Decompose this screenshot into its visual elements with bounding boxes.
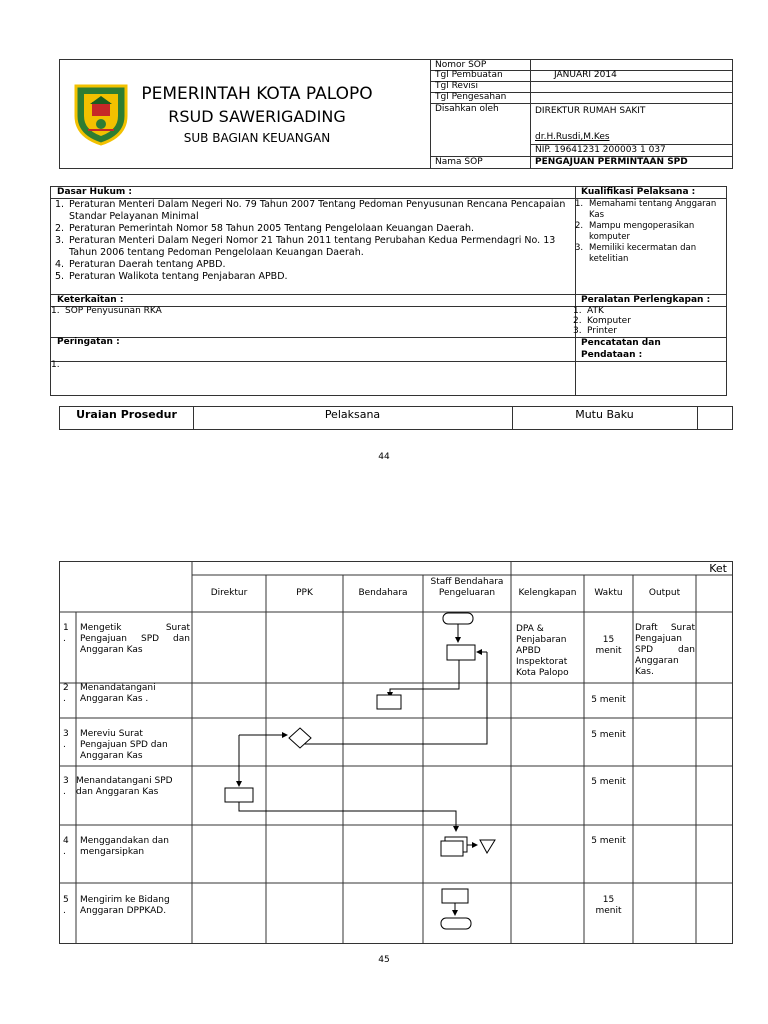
kualifikasi-list — [575, 199, 725, 265]
dasar-hukum-list — [55, 199, 571, 283]
nama-sop-value: PENGAJUAN PERMINTAAN SPD — [535, 157, 688, 167]
row-3-waktu: 5 menit — [591, 730, 626, 740]
disahkan-name: dr.H.Rusdi,M.Kes — [535, 132, 610, 142]
row-1-kelengkapan: DPA & Penjabaran APBD Inspektorat Kota Palopo — [516, 624, 569, 678]
row-4-waktu: 5 menit — [591, 777, 626, 787]
col-output: Output — [648, 588, 681, 598]
process-box-mengirim — [442, 889, 468, 903]
decision-diamond — [289, 728, 311, 748]
row-3-uraian: Mereviu Surat Pengajuan SPD dan Anggaran Kas — [80, 729, 168, 761]
row-2-uraian: Menandatangani Anggaran Kas . — [80, 683, 156, 704]
row-1-waktu: 15 menit — [595, 635, 622, 656]
mutu-baku-label: Mutu Baku — [575, 408, 634, 421]
meta-label-tgl-revisi: Tgl Revisi — [435, 81, 478, 91]
dasar-hukum-item: 3. Peraturan Menteri Dalam Negeri Nomor 21 Tahun 2011 tentang Perubahan Kedua Permendagri No. 13 Tahun 2006 tentang Pedoman Pengelolaan Keuangan Daerah. — [55, 235, 556, 258]
row-5-number: 4 . — [63, 836, 69, 857]
department-name: SUB BAGIAN KEUANGAN — [183, 131, 331, 145]
row-1-output: Draft Surat Pengajuan SPD dan Anggaran Kas. — [635, 623, 695, 677]
sop-info-box — [50, 186, 727, 396]
dasar-hukum-item: 4. Peraturan Daerah tentang APBD. — [55, 259, 226, 270]
dasar-hukum-item: 1. Peraturan Menteri Dalam Negeri No. 79 Tahun 2007 Tentang Pedoman Penyusunan Rencana Pencapaian Standar Pelayanan Minimal — [55, 199, 566, 222]
peralatan-item: 3. Printer — [573, 326, 617, 336]
meta-label-disahkan: Disahkan oleh — [435, 104, 499, 114]
col-staff-bendahara: Staff Bendahara Pengeluaran — [430, 577, 504, 598]
disahkan-title: DIREKTUR RUMAH SAKIT — [535, 106, 646, 116]
kualifikasi-item: 3. Memiliki kecermatan dan ketelitian — [575, 243, 697, 264]
peralatan-item: 1. ATK — [573, 306, 604, 316]
row-5-uraian: Menggandakan dan mengarsipkan — [80, 836, 169, 857]
dasar-hukum-title: Dasar Hukum : — [57, 187, 132, 197]
col-direktur: Direktur — [210, 588, 248, 598]
col-bendahara: Bendahara — [358, 588, 408, 598]
meta-label-nomor: Nomor SOP — [435, 60, 487, 70]
peralatan-list — [573, 306, 723, 336]
archive-icon — [480, 840, 495, 853]
peringatan-title: Peringatan : — [57, 337, 120, 347]
peringatan-item-number: 1. — [51, 360, 60, 370]
row-6-waktu: 15 menit — [595, 895, 622, 916]
pencatatan-title: Pencatatan dan Pendataan : — [581, 338, 661, 360]
disahkan-nip: NIP. 19641231 200003 1 037 — [535, 145, 666, 155]
kualifikasi-item: 2. Mampu mengoperasikan komputer — [575, 221, 695, 242]
page-number: 44 — [378, 452, 390, 462]
row-4-number: 3 . — [63, 776, 69, 797]
dasar-hukum-item: 5. Peraturan Walikota tentang Penjabaran APBD. — [55, 271, 288, 282]
kualifikasi-item: 1. Memahami tentang Anggaran Kas — [575, 199, 717, 220]
ket-label: Ket — [709, 562, 727, 575]
keterkaitan-item: 1. SOP Penyusunan RKA — [51, 306, 162, 316]
keterkaitan-list — [51, 306, 551, 316]
keterkaitan-title: Keterkaitan : — [57, 295, 124, 305]
row-5-waktu: 5 menit — [591, 836, 626, 846]
row-6-uraian: Mengirim ke Bidang Anggaran DPPKAD. — [80, 895, 170, 916]
process-box-direktur — [225, 788, 253, 802]
row-2-waktu: 5 menit — [591, 695, 626, 705]
meta-label-tgl-pengesahan: Tgl Pengesahan — [435, 92, 507, 102]
pelaksana-label: Pelaksana — [324, 408, 381, 421]
sop-header — [59, 59, 733, 169]
start-terminator — [443, 613, 473, 624]
hospital-name: RSUD SAWERIGADING — [168, 107, 346, 126]
peralatan-item: 2. Komputer — [573, 316, 631, 326]
dasar-hukum-item: 2. Peraturan Pemerintah Nomor 58 Tahun 2005 Tentang Pengelolaan Keuangan Daerah. — [55, 223, 474, 234]
meta-label-tgl-pembuatan: Tgl Pembuatan — [435, 70, 503, 80]
uraian-prosedur-label: Uraian Prosedur — [76, 408, 177, 421]
row-1-number: 1 . — [63, 623, 69, 644]
row-6-number: 5 . — [63, 895, 69, 916]
uraian-header-bar — [59, 406, 733, 430]
col-waktu: Waktu — [594, 588, 623, 598]
process-box-bendahara — [377, 695, 401, 709]
col-ppk: PPK — [296, 588, 313, 598]
col-kelengkapan: Kelengkapan — [518, 588, 577, 598]
end-terminator — [441, 918, 471, 929]
page-number: 45 — [378, 955, 390, 965]
org-title: PEMERINTAH KOTA PALOPO — [141, 84, 373, 104]
row-4-uraian: Menandatangani SPD dan Anggaran Kas — [76, 776, 173, 797]
flowchart — [59, 561, 733, 944]
kualifikasi-title: Kualifikasi Pelaksana : — [581, 187, 696, 197]
row-2-number: 2 . — [63, 683, 69, 704]
nama-sop-label: Nama SOP — [435, 157, 483, 167]
meta-value-tgl-pembuatan: JANUARI 2014 — [554, 70, 617, 80]
process-box-staff — [447, 645, 475, 660]
row-1-uraian: Mengetik Surat Pengajuan SPD dan Anggaran Kas — [80, 623, 190, 655]
procedure-table — [59, 561, 733, 944]
row-3-number: 3 . — [63, 729, 69, 750]
peralatan-title: Peralatan Perlengkapan : — [581, 295, 711, 305]
